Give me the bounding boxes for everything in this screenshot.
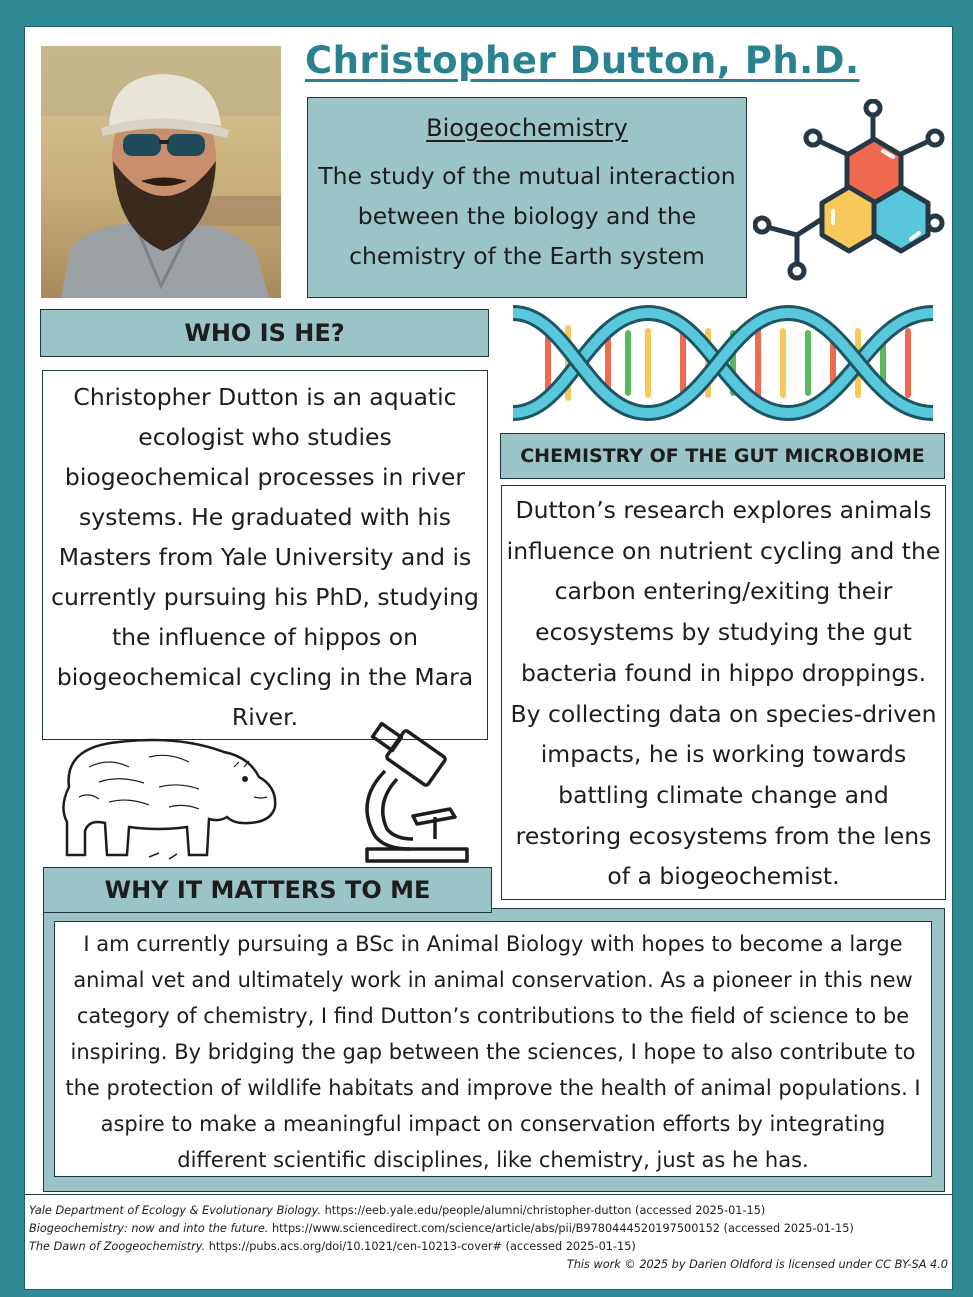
reference-1: Yale Department of Ecology & Evolutionary Biology. https://eeb.yale.edu/people/alumni/christopher-dutton (accessed 2025-01-15): [29, 1204, 766, 1217]
hippo-illustration: [49, 727, 279, 866]
gut-body: Dutton’s research explores animals influence on nutrient cycling and the carbon entering/exiting their ecosystems by studying the gut bacteria found in hippo droppings. By collecting data on species-driven impacts, he is working towards battling climate change and restoring ecosystems from the lens of a biogeochemist.: [506, 496, 941, 891]
dna-icon: [508, 303, 938, 427]
who-heading: WHO IS HE?: [40, 309, 489, 357]
why-box: [54, 921, 932, 1177]
who-body: Christopher Dutton is an aquatic ecologist who studies biogeochemical processes in river systems. He graduated with his Masters from Yale University and is currently pursuing his PhD, studying the influence of hippos on biogeochemical cycling in the Mara River.: [51, 383, 479, 731]
license-note: This work © 2025 by Darien Oldford is licensed under CC BY-SA 4.0: [566, 1258, 948, 1271]
microscope-icon: [355, 721, 485, 875]
why-body: I am currently pursuing a BSc in Animal Biology with hopes to become a large animal vet and ultimately work in animal conservation. As a pioneer in this new category of chemistry, I find Dutton’s contributions to the field of science to be inspiring. By bridging the gap between the sciences, I hope to also contribute to the protection of wildlife habitats and improve the health of animal populations. I aspire to make a meaningful impact on conservation efforts by integrating different scientific disciplines, like chemistry, just as he has.: [65, 932, 921, 1172]
why-panel: [43, 908, 945, 1192]
portrait-photo: [41, 46, 281, 298]
references: [25, 1194, 952, 1274]
why-heading: WHY IT MATTERS TO ME: [43, 867, 492, 913]
page-title: Christopher Dutton, Ph.D.: [305, 39, 860, 82]
gut-box: [501, 485, 946, 900]
poster-page: [24, 26, 953, 1290]
definition-box: [307, 97, 747, 298]
molecule-icon: [753, 99, 948, 293]
reference-2: Biogeochemistry: now and into the future. https://www.sciencedirect.com/science/article/abs/pii/B9780444520197500152 (accessed 2025-01-15): [29, 1222, 854, 1235]
definition-text: The study of the mutual interaction between the biology and the chemistry of the Earth system: [318, 162, 736, 270]
reference-3: The Dawn of Zoogeochemistry. https://pubs.acs.org/doi/10.1021/cen-10213-cover# (accessed 2025-01-15): [29, 1240, 636, 1253]
gut-heading: CHEMISTRY OF THE GUT MICROBIOME: [500, 433, 945, 479]
definition-term: Biogeochemistry: [426, 114, 628, 142]
who-box: [42, 370, 488, 740]
